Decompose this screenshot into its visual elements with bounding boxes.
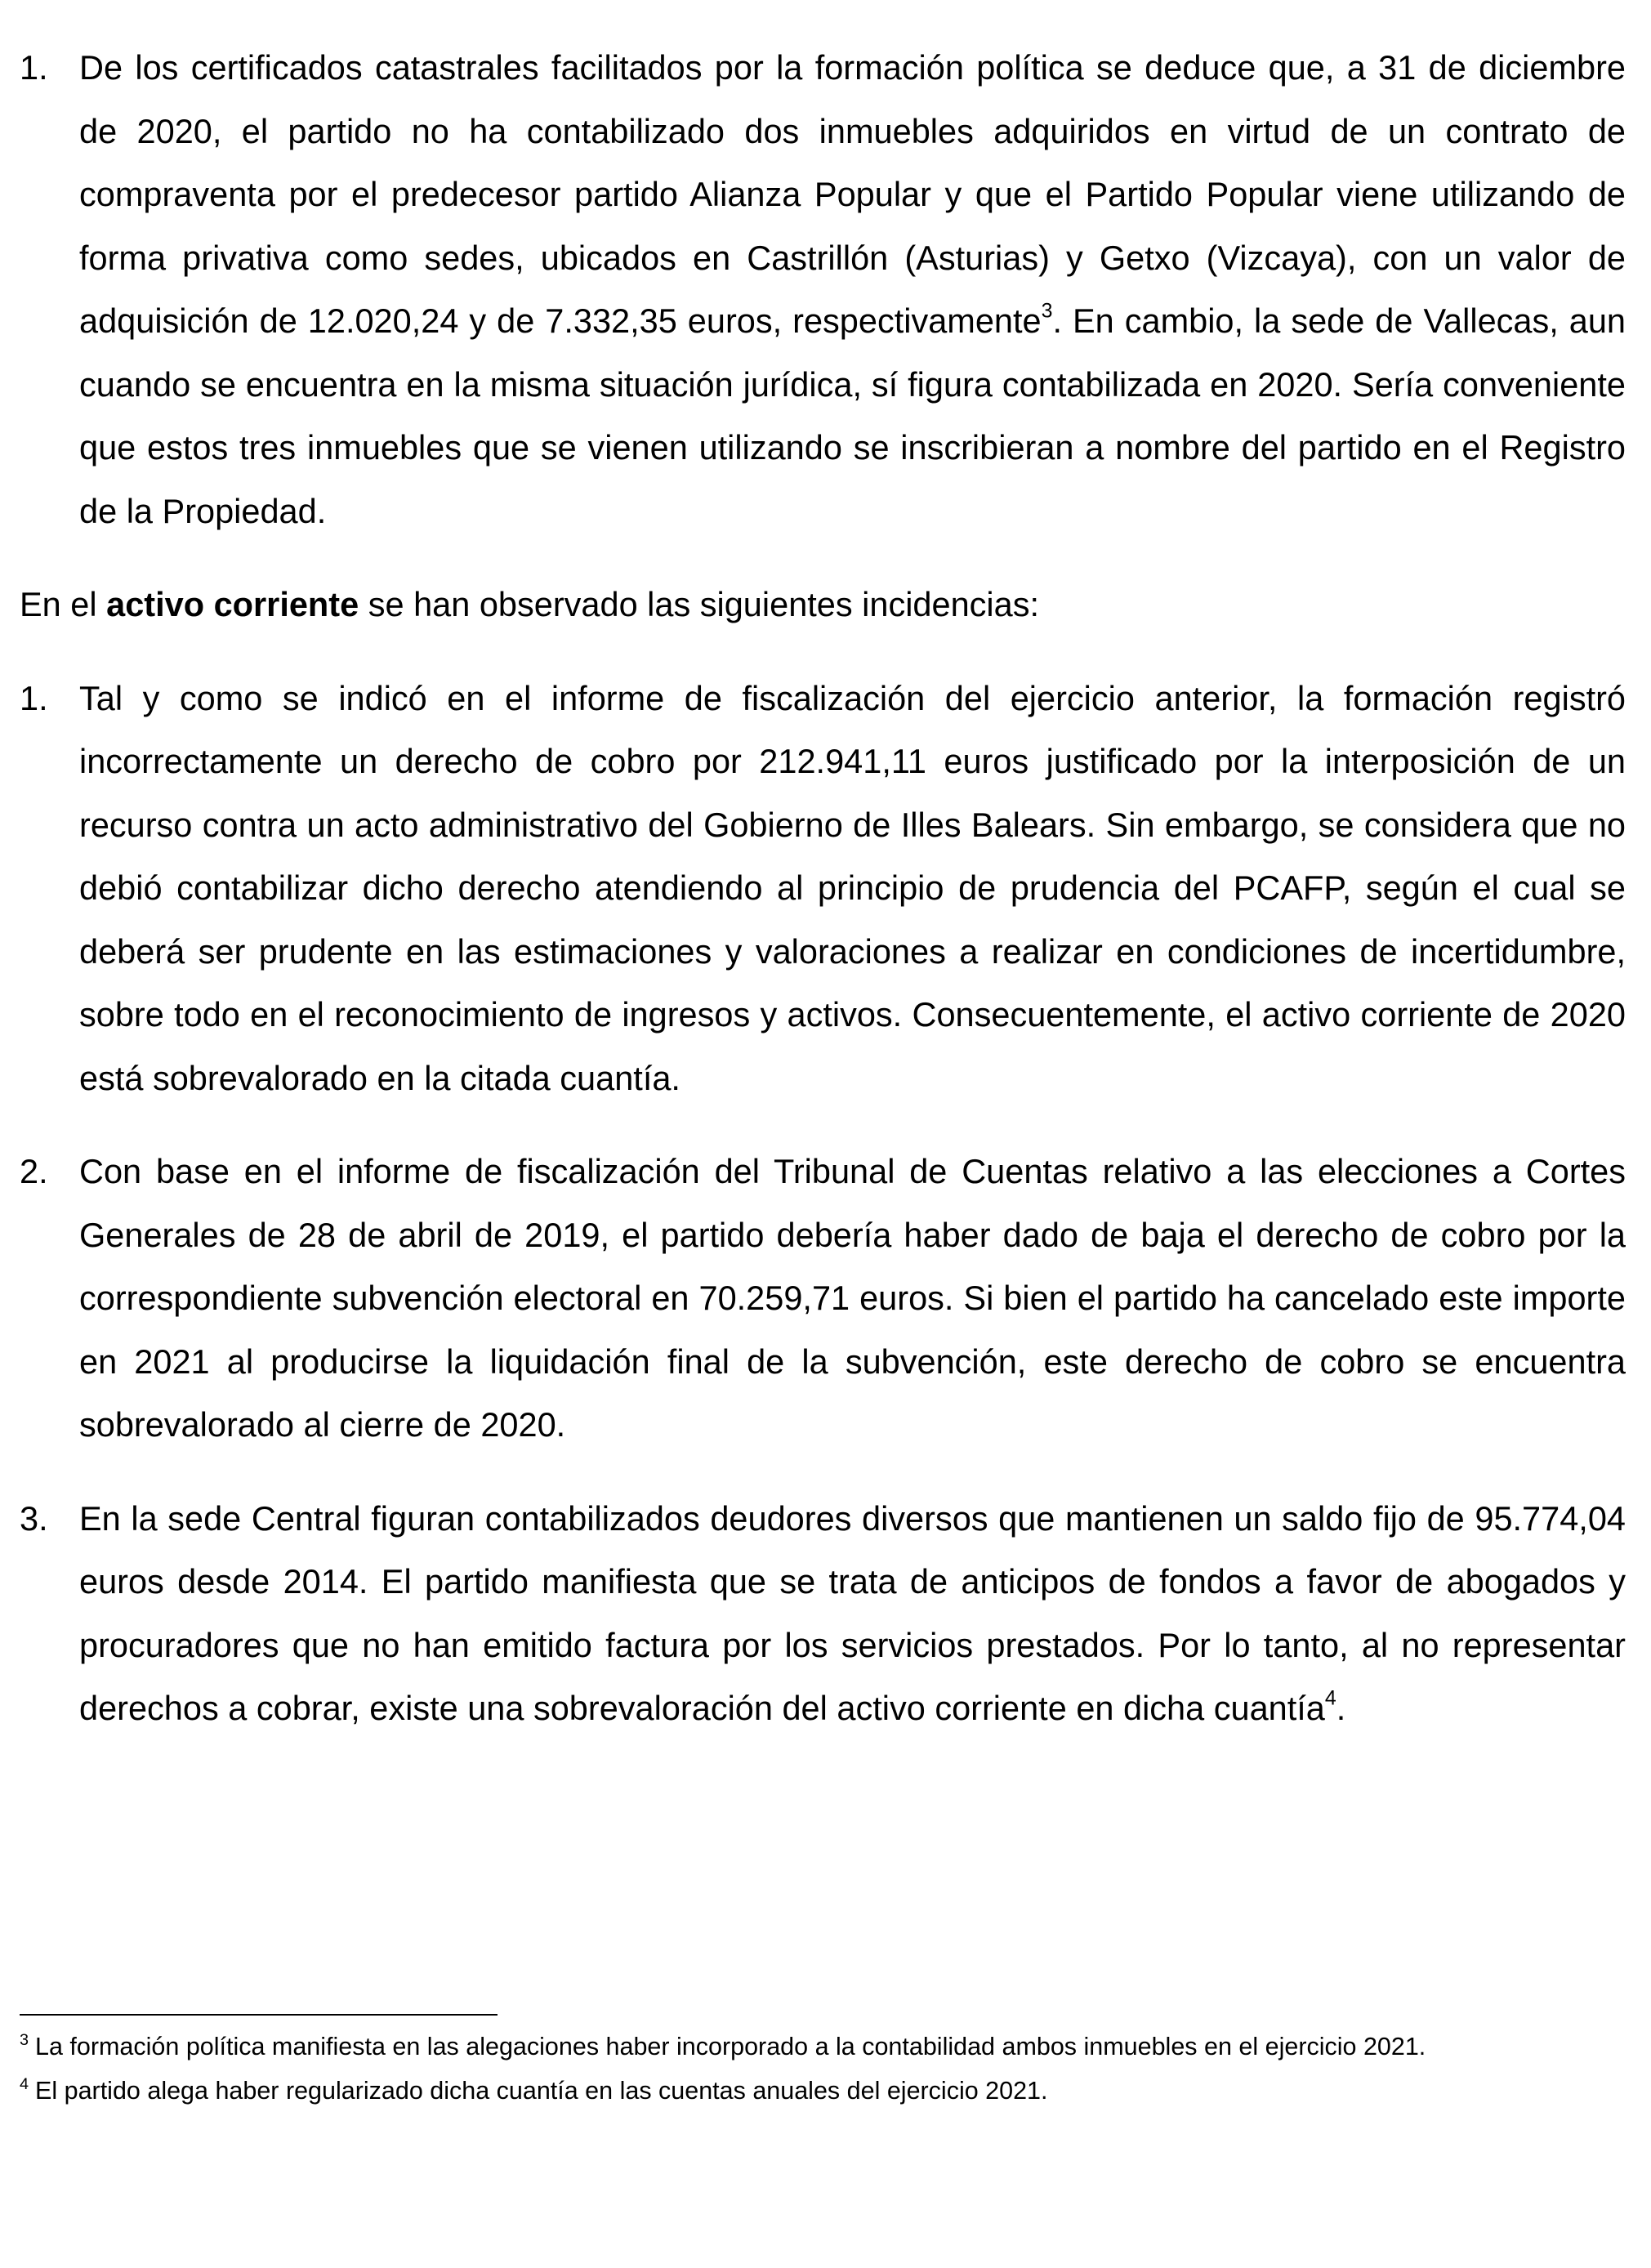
- footnote-text: La formación política manifiesta en las alegaciones haber incorporado a la contabilidad ambos inmuebles en el ejercicio 2021.: [35, 2033, 1426, 2060]
- list-item-number: 1.: [20, 48, 48, 87]
- intro-paragraph: [20, 573, 1626, 636]
- intro-text: En el: [20, 585, 107, 623]
- document-body: [20, 36, 1626, 1740]
- intro-text-end: se han observado las siguientes incidencias:: [359, 585, 1040, 623]
- list-item: [20, 1140, 1626, 1457]
- footnote-reference[interactable]: 4: [1324, 1686, 1336, 1710]
- list-item: [20, 36, 1626, 542]
- list-item-text: Con base en el informe de fiscalización del Tribunal de Cuentas relativo a las elecciones a Cortes Generales de 28 de abril de 2019, el partido debería haber dado de baja el derecho de cobro por la correspondiente subvención electoral en 70.259,71 euros. Si bien el partido ha cancelado este importe en 2021 al producirse la liquidación final de la subvención, este derecho de cobro se encuentra sobrevalorado al cierre de 2020.: [79, 1152, 1626, 1444]
- list-item: [20, 1487, 1626, 1740]
- list-item-number: 2.: [20, 1152, 48, 1190]
- list-item-text-continued: .: [1336, 1689, 1346, 1727]
- list-item-number: 1.: [20, 678, 48, 717]
- intro-bold-term: activo corriente: [106, 585, 359, 623]
- list-item-number: 3.: [20, 1498, 48, 1538]
- footnotes: [20, 2025, 1626, 2113]
- footnote-text: El partido alega haber regularizado dicha cuantía en las cuentas anuales del ejercicio 2021.: [35, 2077, 1048, 2105]
- footnote-number: 4: [20, 2075, 29, 2094]
- footnote-reference[interactable]: 3: [1041, 299, 1053, 323]
- footnote-number: 3: [20, 2031, 29, 2050]
- list-item-text-continued: . En cambio, la sede de Vallecas, aun cuando se encuentra en la misma situación jurídica, sí figura contabilizada en 2020. Sería conveniente que estos tres inmuebles que se vienen utilizando se inscribieran a nombre del partido en el Registro de la Propiedad.: [79, 301, 1626, 530]
- footnote: [20, 2025, 1626, 2069]
- footnote: [20, 2069, 1626, 2113]
- footnote-separator: [20, 2014, 498, 2016]
- list-item: [20, 667, 1626, 1110]
- list-item-text: De los certificados catastrales facilitados por la formación política se deduce que, a 31 de diciembre de 2020, el partido no ha contabilizado dos inmuebles adquiridos en virtud de un contrato de compraventa por el predecesor partido Alianza Popular y que el Partido Popular viene utilizando de forma privativa como sedes, ubicados en Castrillón (Asturias) y Getxo (Vizcaya), con un valor de adquisición de 12.020,24 y de 7.332,35 euros, respectivamente: [79, 48, 1626, 340]
- list-item-text: Tal y como se indicó en el informe de fiscalización del ejercicio anterior, la formación registró incorrectamente un derecho de cobro por 212.941,11 euros justificado por la interposición de un recurso contra un acto administrativo del Gobierno de Illes Balears. Sin embargo, se considera que no debió contabilizar dicho derecho atendiendo al principio de prudencia del PCAFP, según el cual se deberá ser prudente en las estimaciones y valoraciones a realizar en condiciones de incertidumbre, sobre todo en el reconocimiento de ingresos y activos. Consecuentemente, el activo corriente de 2020 está sobrevalorado en la citada cuantía.: [79, 678, 1626, 1097]
- list-item-text: En la sede Central figuran contabilizados deudores diversos que mantienen un saldo fijo de 95.774,04 euros desde 2014. El partido manifiesta que se trata de anticipos de fondos a favor de abogados y procuradores que no han emitido factura por los servicios prestados. Por lo tanto, al no representar derechos a cobrar, existe una sobrevaloración del activo corriente en dicha cuantía: [79, 1498, 1626, 1727]
